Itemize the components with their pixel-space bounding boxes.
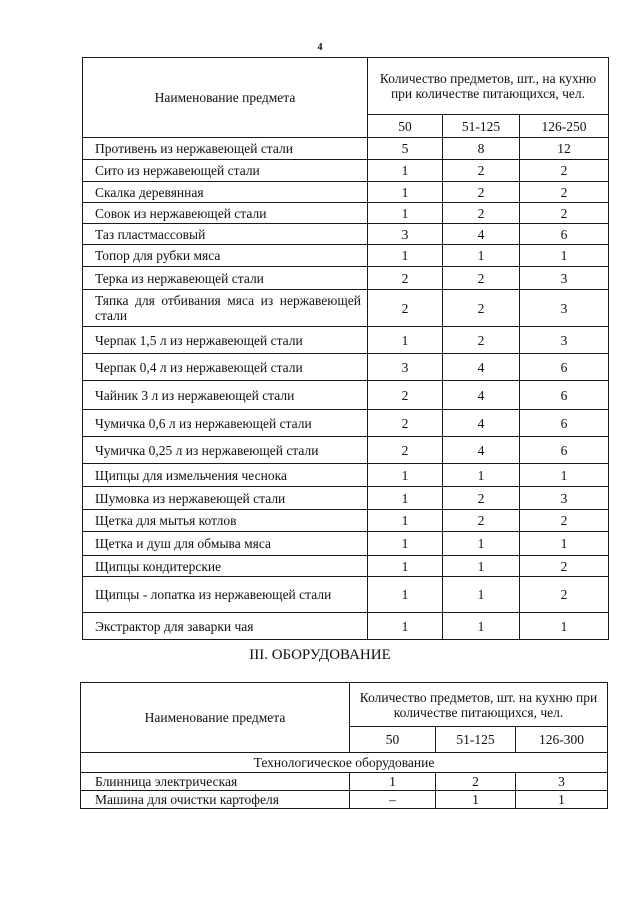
table-row (83, 203, 609, 224)
item-name: Тяпка для отбивания мяса из нержавеющей стали (83, 290, 368, 327)
qty-cell: 2 (520, 203, 609, 224)
qty-cell: 2 (443, 203, 520, 224)
table1-header-qty: Количество предметов, шт., на кухню при количестве питающихся, чел. (368, 58, 609, 115)
qty-cell: 1 (520, 464, 609, 487)
qty-cell: 1 (368, 532, 443, 556)
qty-cell: 2 (443, 487, 520, 510)
qty-cell: 2 (368, 437, 443, 464)
table-row (83, 327, 609, 354)
table-row (83, 138, 609, 160)
item-name: Блинница электрическая (81, 773, 350, 791)
qty-cell: 4 (443, 381, 520, 410)
table-row (83, 577, 609, 613)
table1-col-126-250: 126-250 (520, 115, 609, 138)
table2-header-name: Наименование предмета (81, 683, 350, 753)
qty-cell: 12 (520, 138, 609, 160)
qty-cell: 3 (520, 290, 609, 327)
qty-cell: 1 (368, 245, 443, 267)
qty-cell: 2 (443, 510, 520, 532)
qty-cell: 2 (368, 410, 443, 437)
table1-col-51-125: 51-125 (443, 115, 520, 138)
qty-cell: 1 (368, 487, 443, 510)
table-row (83, 510, 609, 532)
table-row (83, 556, 609, 577)
qty-cell: 1 (368, 203, 443, 224)
table1-col-50: 50 (368, 115, 443, 138)
table2-header-row (81, 683, 608, 727)
item-name: Чайник 3 л из нержавеющей стали (83, 381, 368, 410)
qty-cell: 1 (368, 613, 443, 640)
qty-cell: – (350, 791, 436, 809)
qty-cell: 1 (368, 577, 443, 613)
qty-cell: 4 (443, 437, 520, 464)
qty-cell: 1 (516, 791, 608, 809)
qty-cell: 1 (368, 510, 443, 532)
qty-cell: 1 (368, 464, 443, 487)
table2-header-qty: Количество предметов, шт. на кухню при количестве питающихся, чел. (350, 683, 608, 727)
table-row (83, 182, 609, 203)
qty-cell: 3 (520, 487, 609, 510)
qty-cell: 1 (520, 613, 609, 640)
qty-cell: 2 (443, 290, 520, 327)
item-name: Черпак 0,4 л из нержавеющей стали (83, 354, 368, 381)
item-name: Машина для очистки картофеля (81, 791, 350, 809)
table2-group-row (81, 753, 608, 773)
table-row (83, 160, 609, 182)
qty-cell: 1 (443, 613, 520, 640)
item-name: Таз пластмассовый (83, 224, 368, 245)
table-row (83, 267, 609, 290)
item-name: Щетка для мытья котлов (83, 510, 368, 532)
qty-cell: 2 (520, 556, 609, 577)
qty-cell: 6 (520, 224, 609, 245)
item-name: Совок из нержавеющей стали (83, 203, 368, 224)
qty-cell: 4 (443, 410, 520, 437)
qty-cell: 3 (516, 773, 608, 791)
item-name: Щипцы для измельчения чеснока (83, 464, 368, 487)
table-row (83, 437, 609, 464)
item-name: Скалка деревянная (83, 182, 368, 203)
qty-cell: 4 (443, 354, 520, 381)
table2-col-50: 50 (350, 727, 436, 753)
item-name: Черпак 1,5 л из нержавеющей стали (83, 327, 368, 354)
item-name: Щипцы кондитерские (83, 556, 368, 577)
item-name: Сито из нержавеющей стали (83, 160, 368, 182)
table-row (83, 487, 609, 510)
qty-cell: 2 (520, 510, 609, 532)
qty-cell: 2 (443, 160, 520, 182)
qty-cell: 6 (520, 354, 609, 381)
table-row (83, 224, 609, 245)
table-row (83, 290, 609, 327)
qty-cell: 2 (520, 182, 609, 203)
qty-cell: 2 (520, 577, 609, 613)
qty-cell: 1 (443, 532, 520, 556)
item-name: Щетка и душ для обмыва мяса (83, 532, 368, 556)
item-name: Щипцы - лопатка из нержавеющей стали (83, 577, 368, 613)
table2-group-label: Технологическое оборудование (81, 753, 608, 773)
qty-cell: 1 (443, 577, 520, 613)
qty-cell: 3 (520, 267, 609, 290)
qty-cell: 1 (443, 556, 520, 577)
table-row (81, 773, 608, 791)
qty-cell: 6 (520, 410, 609, 437)
item-name: Чумичка 0,6 л из нержавеющей стали (83, 410, 368, 437)
qty-cell: 2 (520, 160, 609, 182)
qty-cell: 2 (436, 773, 516, 791)
qty-cell: 4 (443, 224, 520, 245)
qty-cell: 1 (368, 160, 443, 182)
qty-cell: 2 (443, 267, 520, 290)
qty-cell: 1 (350, 773, 436, 791)
item-name: Экстрактор для заварки чая (83, 613, 368, 640)
qty-cell: 5 (368, 138, 443, 160)
table2-col-126-300: 126-300 (516, 727, 608, 753)
table1-header-name: Наименование предмета (83, 58, 368, 138)
utensils-table (82, 57, 609, 640)
table-row (83, 381, 609, 410)
item-name: Чумичка 0,25 л из нержавеющей стали (83, 437, 368, 464)
table-row (83, 464, 609, 487)
qty-cell: 1 (368, 182, 443, 203)
table-row (83, 410, 609, 437)
item-name: Шумовка из нержавеющей стали (83, 487, 368, 510)
item-name: Терка из нержавеющей стали (83, 267, 368, 290)
qty-cell: 1 (520, 245, 609, 267)
qty-cell: 3 (368, 224, 443, 245)
item-name: Топор для рубки мяса (83, 245, 368, 267)
page-number: 4 (317, 42, 323, 53)
qty-cell: 1 (443, 245, 520, 267)
table-row (83, 245, 609, 267)
item-name: Противень из нержавеющей стали (83, 138, 368, 160)
qty-cell: 2 (368, 381, 443, 410)
equipment-table (80, 682, 608, 809)
qty-cell: 6 (520, 437, 609, 464)
table-row (81, 791, 608, 809)
table-row (83, 532, 609, 556)
qty-cell: 2 (368, 290, 443, 327)
qty-cell: 8 (443, 138, 520, 160)
qty-cell: 1 (520, 532, 609, 556)
qty-cell: 3 (520, 327, 609, 354)
qty-cell: 2 (368, 267, 443, 290)
qty-cell: 1 (436, 791, 516, 809)
qty-cell: 1 (368, 556, 443, 577)
qty-cell: 2 (443, 182, 520, 203)
qty-cell: 6 (520, 381, 609, 410)
qty-cell: 3 (368, 354, 443, 381)
qty-cell: 1 (368, 327, 443, 354)
table-row (83, 613, 609, 640)
table-row (83, 354, 609, 381)
table1-header-row (83, 58, 609, 115)
qty-cell: 2 (443, 327, 520, 354)
qty-cell: 1 (443, 464, 520, 487)
section-title: III. ОБОРУДОВАНИЕ (249, 647, 391, 663)
table2-col-51-125: 51-125 (436, 727, 516, 753)
